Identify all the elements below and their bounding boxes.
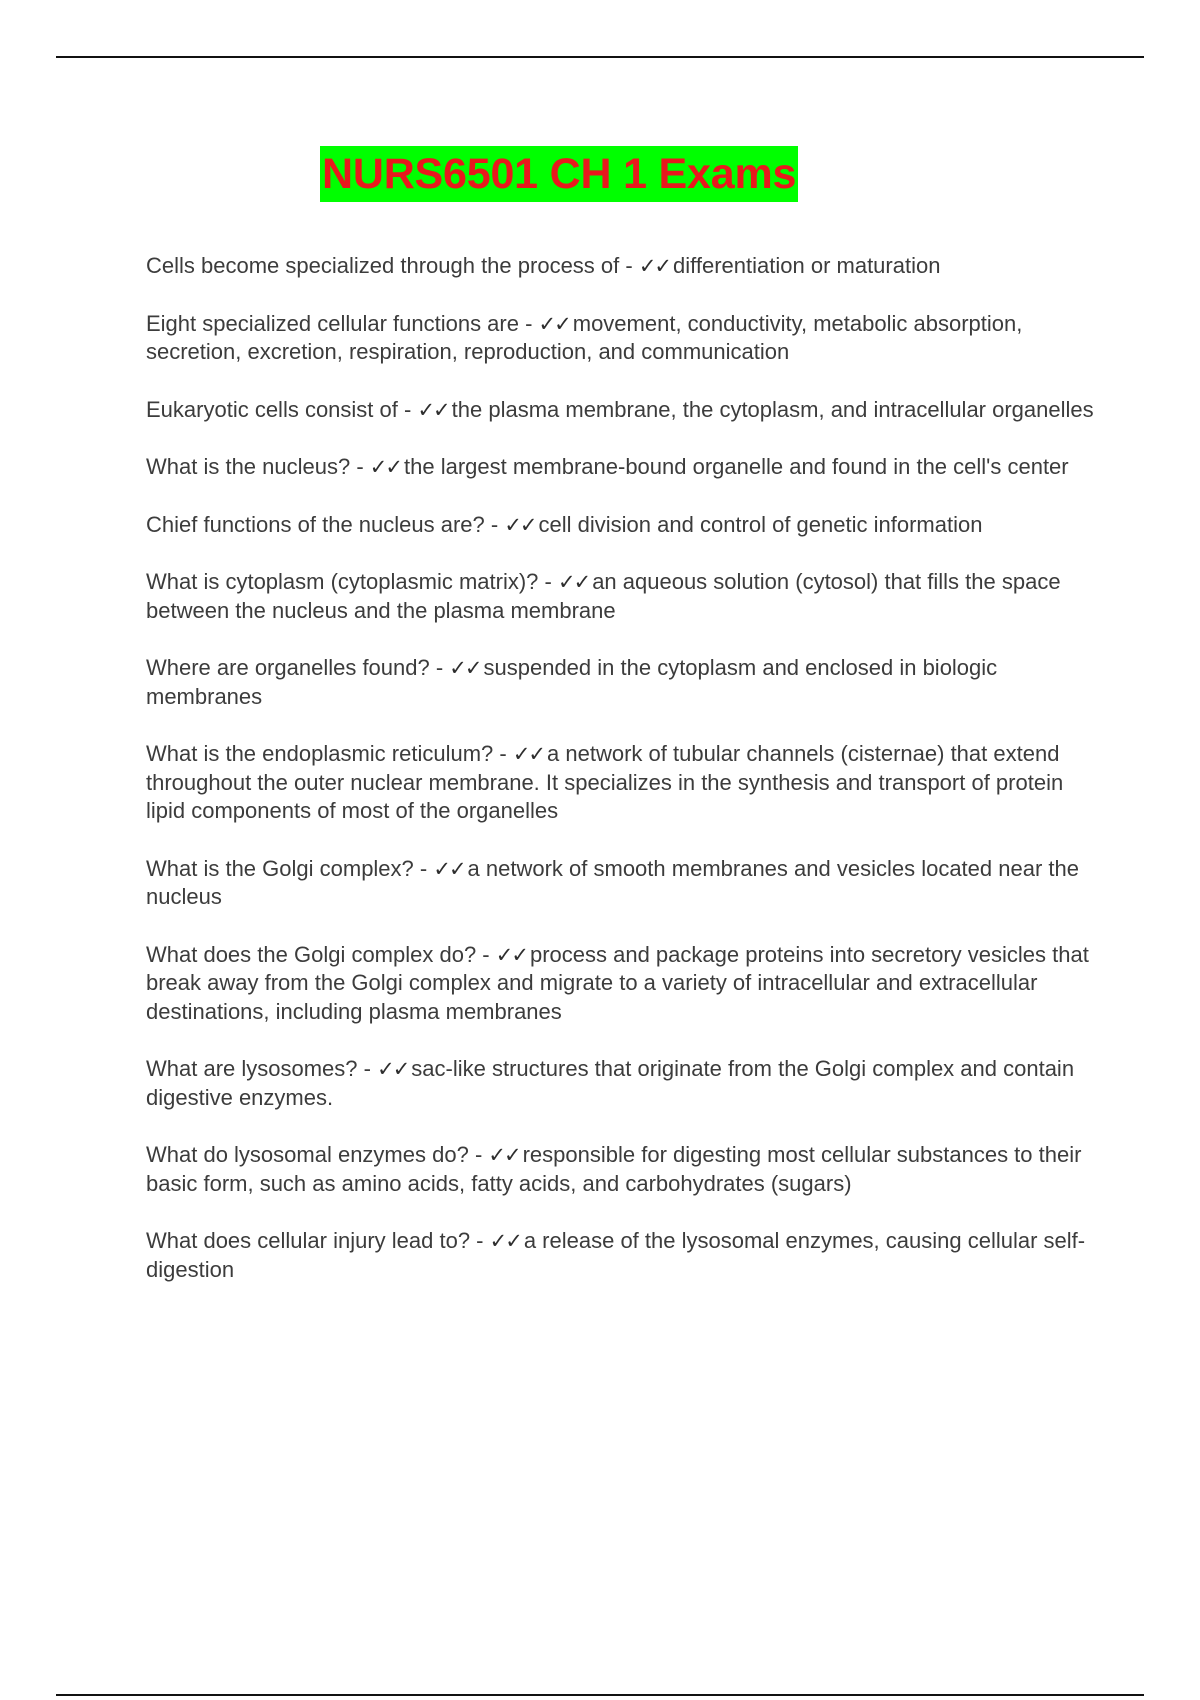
separator: - <box>476 941 496 967</box>
separator: - <box>357 1056 378 1081</box>
question: What is the nucleus? <box>146 454 351 479</box>
qa-item-5 <box>146 511 1096 540</box>
question: What do lysosomal enzymes do? <box>146 1142 469 1167</box>
separator: - <box>538 569 558 594</box>
qa-item-13 <box>146 1227 1096 1284</box>
check-icon: ✓✓ <box>538 311 570 336</box>
qa-item-7 <box>146 654 1096 711</box>
question: Where are organelles found? <box>146 655 430 680</box>
check-icon: ✓✓ <box>449 656 481 680</box>
answer: differentiation or maturation <box>673 253 941 278</box>
check-icon: ✓✓ <box>489 1229 521 1253</box>
answer: responsible for digesting most cellular substances to their basic form, such as amino acids, fatty acids, and carbohydrates (sugars) <box>146 1142 1082 1196</box>
check-icon: ✓✓ <box>512 742 545 766</box>
question: What does the Golgi complex do? <box>146 941 477 967</box>
answer: a network of tubular channels (cisternae) that extend throughout the outer nuclear membrane. It specializes in the synthesis and transport of protein lipid components of most of the organelles <box>146 741 1064 823</box>
answer: the plasma membrane, the cytoplasm, and intracellular organelles <box>451 396 1094 422</box>
qa-item-2 <box>146 310 1096 367</box>
qa-item-3 <box>146 396 1096 425</box>
bottom-rule <box>56 1694 1144 1696</box>
answer: process and package proteins into secretory vesicles that break away from the Golgi complex and migrate to a variety of intracellular and extracellular destinations, including plasma membranes <box>146 941 1089 1024</box>
qa-item-8 <box>146 740 1096 826</box>
separator: - <box>518 310 539 336</box>
question: What is the endoplasmic reticulum? <box>146 741 494 766</box>
check-icon: ✓✓ <box>638 254 671 278</box>
question: What is the Golgi complex? <box>146 855 414 881</box>
qa-item-9 <box>146 855 1096 912</box>
title-container <box>320 146 798 202</box>
separator: - <box>493 741 513 766</box>
question: Eukaryotic cells consist of <box>146 396 398 422</box>
answer: a network of smooth membranes and vesicles located near the nucleus <box>146 855 1079 909</box>
qa-item-11 <box>146 1055 1096 1112</box>
check-icon: ✓✓ <box>504 512 536 537</box>
question: Chief functions of the nucleus are? <box>146 511 485 537</box>
qa-item-10 <box>146 941 1096 1027</box>
check-icon: ✓✓ <box>369 455 401 479</box>
check-icon: ✓✓ <box>377 1057 409 1081</box>
separator: - <box>468 1142 489 1167</box>
separator: - <box>397 396 418 422</box>
question: What is cytoplasm (cytoplasmic matrix)? <box>146 569 539 594</box>
check-icon: ✓✓ <box>417 397 449 422</box>
separator: - <box>619 253 639 278</box>
question: What does cellular injury lead to? <box>146 1228 471 1253</box>
check-icon: ✓✓ <box>557 570 590 594</box>
answer: sac-like structures that originate from the Golgi complex and contain digestive enzymes. <box>146 1056 1075 1110</box>
separator: - <box>350 454 370 479</box>
answer: cell division and control of genetic information <box>538 511 983 537</box>
answer: an aqueous solution (cytosol) that fills the space between the nucleus and the plasma membrane <box>146 569 1061 623</box>
check-icon: ✓✓ <box>488 1143 520 1167</box>
top-rule <box>56 56 1144 58</box>
answer: the largest membrane-bound organelle and found in the cell's center <box>404 454 1069 479</box>
question: Cells become specialized through the process of <box>146 253 620 278</box>
answer: a release of the lysosomal enzymes, causing cellular self-digestion <box>146 1228 1086 1282</box>
qa-item-6 <box>146 568 1096 625</box>
check-icon: ✓✓ <box>495 942 527 967</box>
qa-item-1 <box>146 252 1096 281</box>
question: What are lysosomes? <box>146 1056 358 1081</box>
answer: movement, conductivity, metabolic absorption, secretion, excretion, respiration, reproduction, and communication <box>146 310 1023 364</box>
separator: - <box>470 1228 490 1253</box>
qa-list <box>146 252 1096 1313</box>
answer: suspended in the cytoplasm and enclosed in biologic membranes <box>146 655 998 709</box>
page-title: NURS6501 CH 1 Exams <box>320 146 798 202</box>
check-icon: ✓✓ <box>433 856 465 881</box>
separator: - <box>429 655 450 680</box>
separator: - <box>484 511 505 537</box>
question: Eight specialized cellular functions are <box>146 310 519 336</box>
qa-item-12 <box>146 1141 1096 1198</box>
qa-item-4 <box>146 453 1096 482</box>
separator: - <box>413 855 434 881</box>
